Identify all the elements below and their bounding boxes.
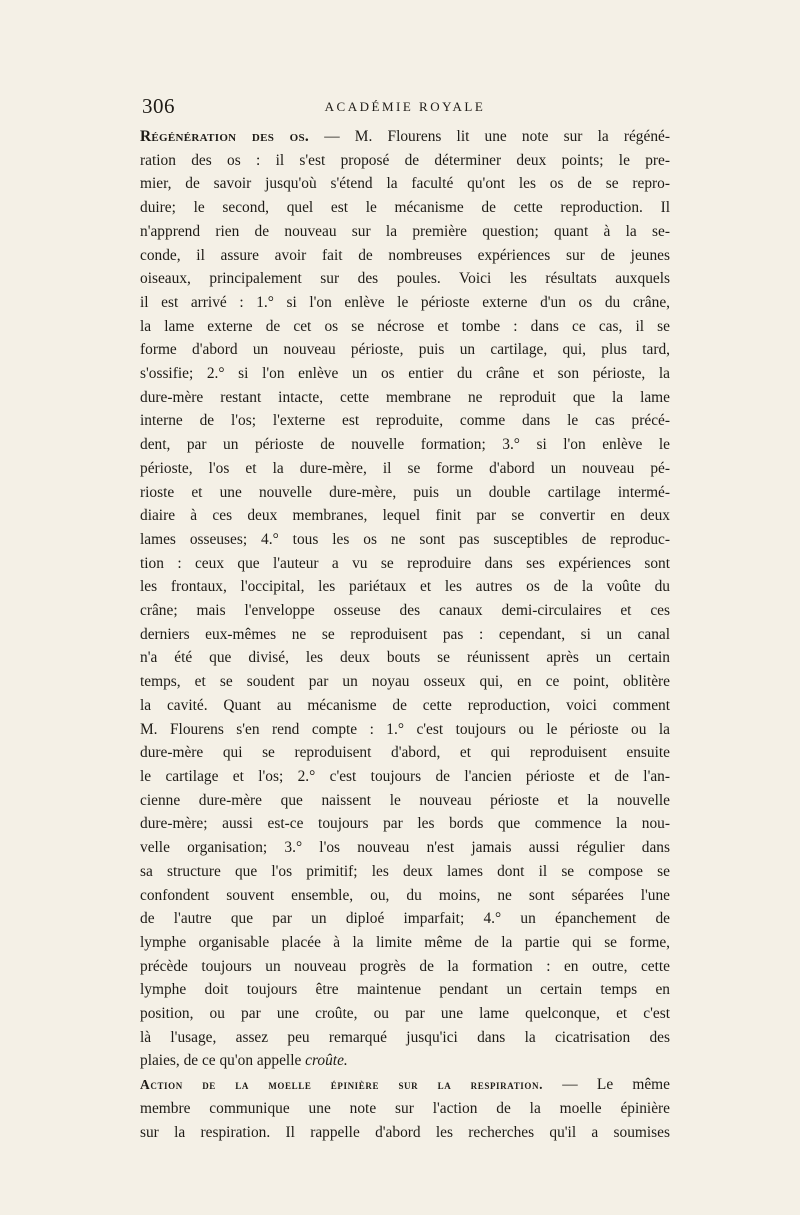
text-line: crâne; mais l'enveloppe osseuse des canaux demi-circulaires et ces [140, 602, 670, 620]
text-line: confondent souvent ensemble, ou, du moins, ne sont séparées l'une [140, 886, 670, 904]
text-line: il est arrivé : 1.° si l'on enlève le périoste externe d'un os du crâne, [140, 293, 670, 311]
text-line: dure-mère; aussi est-ce toujours par les bords que commence la nou- [140, 815, 670, 833]
text-line: forme d'abord un nouveau périoste, puis un cartilage, qui, plus tard, [140, 341, 670, 359]
text-line: là l'usage, assez peu remarqué jusqu'ici dans la cicatrisation des [140, 1028, 670, 1046]
text-line: s'ossifie; 2.° si l'on enlève un os entier du crâne et son périoste, la [140, 365, 670, 383]
book-page [140, 94, 670, 1144]
text-line: lymphe organisable placée à la limite même de la partie qui se forme, [140, 933, 670, 951]
line-text: — M. Flourens lit une note sur la régéné- [309, 128, 670, 145]
text-line: sa structure que l'os primitif; les deux lames dont il se compose se [140, 862, 670, 880]
running-title: ACADÉMIE ROYALE [324, 99, 486, 114]
text-line: velle organisation; 3.° l'os nouveau n'est jamais aussi régulier dans [140, 839, 670, 857]
paragraph [140, 125, 670, 1073]
text-line: M. Flourens s'en rend compte : 1.° c'est toujours ou le périoste ou la [140, 720, 670, 738]
page-number: 306 [142, 94, 175, 118]
text-line: la lame externe de cet os se nécrose et tombe : dans ce cas, il se [140, 317, 670, 335]
text-line: rioste et une nouvelle dure-mère, puis un double cartilage intermé- [140, 483, 670, 501]
text-line: n'a été que divisé, les deux bouts se réunissent après un certain [140, 649, 670, 667]
text-line: dure-mère restant intacte, cette membrane ne reproduit que la lame [140, 388, 670, 406]
text-line: temps, et se soudent par un noyau osseux qui, en ce point, oblitère [140, 673, 670, 691]
text-line: position, ou par une croûte, ou par une lame quelconque, et c'est [140, 1005, 670, 1023]
text-line [140, 125, 670, 149]
text-line: de l'autre que par un diploé imparfait; 4.° un épanchement de [140, 910, 670, 928]
text-line: dure-mère qui se reproduisent d'abord, et qui reproduisent ensuite [140, 744, 670, 762]
running-head [140, 94, 670, 124]
text-line: périoste, l'os et la dure-mère, il se forme d'abord un nouveau pé- [140, 459, 670, 477]
text-line: dent, par un périoste de nouvelle formation; 3.° si l'on enlève le [140, 436, 670, 454]
text-line: n'apprend rien de nouveau sur la première question; quant à la se- [140, 222, 670, 240]
text-line: membre communique une note sur l'action de la moelle épinière [140, 1099, 670, 1117]
text-line: derniers eux-mêmes ne se reproduisent pas : cependant, si un canal [140, 625, 670, 643]
text-line: cienne dure-mère que naissent le nouveau périoste et la nouvelle [140, 791, 670, 809]
text-line: conde, il assure avoir fait de nombreuses expériences sur de jeunes [140, 246, 670, 264]
text-line: tion : ceux que l'auteur a vu se reproduire dans ses expériences sont [140, 554, 670, 572]
text-line: interne de l'os; l'externe est reproduite, comme dans le cas précé- [140, 412, 670, 430]
text-line: lymphe doit toujours être maintenue pendant un certain temps en [140, 981, 670, 999]
line-text: — Le même [543, 1076, 670, 1094]
section-heading: Action de la moelle épinière sur la respiration. [140, 1077, 544, 1093]
text-line: le cartilage et l'os; 2.° c'est toujours de l'ancien périoste et de l'an- [140, 767, 670, 785]
italic-term: croûte. [305, 1052, 348, 1070]
section-spinal-cord-respiration [140, 1073, 670, 1144]
text-line: duire; le second, quel est le mécanisme de cette reproduction. Il [140, 199, 670, 217]
text-line: précède toujours un nouveau progrès de la formation : en outre, cette [140, 957, 670, 975]
text-line: la cavité. Quant au mécanisme de cette reproduction, voici comment [140, 696, 670, 714]
text-line: mier, de savoir jusqu'où s'étend la faculté qu'ont les os de se repro- [140, 175, 670, 193]
section-heading: Régénération des os. [140, 128, 310, 145]
line-text: plaies, de ce qu'on appelle [140, 1052, 306, 1070]
text-line: lames osseuses; 4.° tous les os ne sont pas susceptibles de reproduc- [140, 530, 670, 548]
text-line: diaire à ces deux membranes, lequel finit par se convertir en deux [140, 507, 670, 525]
section-bone-regeneration [140, 125, 670, 1073]
text-line: sur la respiration. Il rappelle d'abord les recherches qu'il a soumises [140, 1123, 670, 1141]
paragraph [140, 1073, 670, 1144]
text-line [140, 1073, 670, 1097]
text-line: oiseaux, principalement sur des poules. Voici les résultats auxquels [140, 270, 670, 288]
text-line: les frontaux, l'occipital, les pariétaux et les autres os de la voûte du [140, 578, 670, 596]
text-line [140, 1049, 670, 1073]
text-line: ration des os : il s'est proposé de déterminer deux points; le pre- [140, 151, 670, 169]
